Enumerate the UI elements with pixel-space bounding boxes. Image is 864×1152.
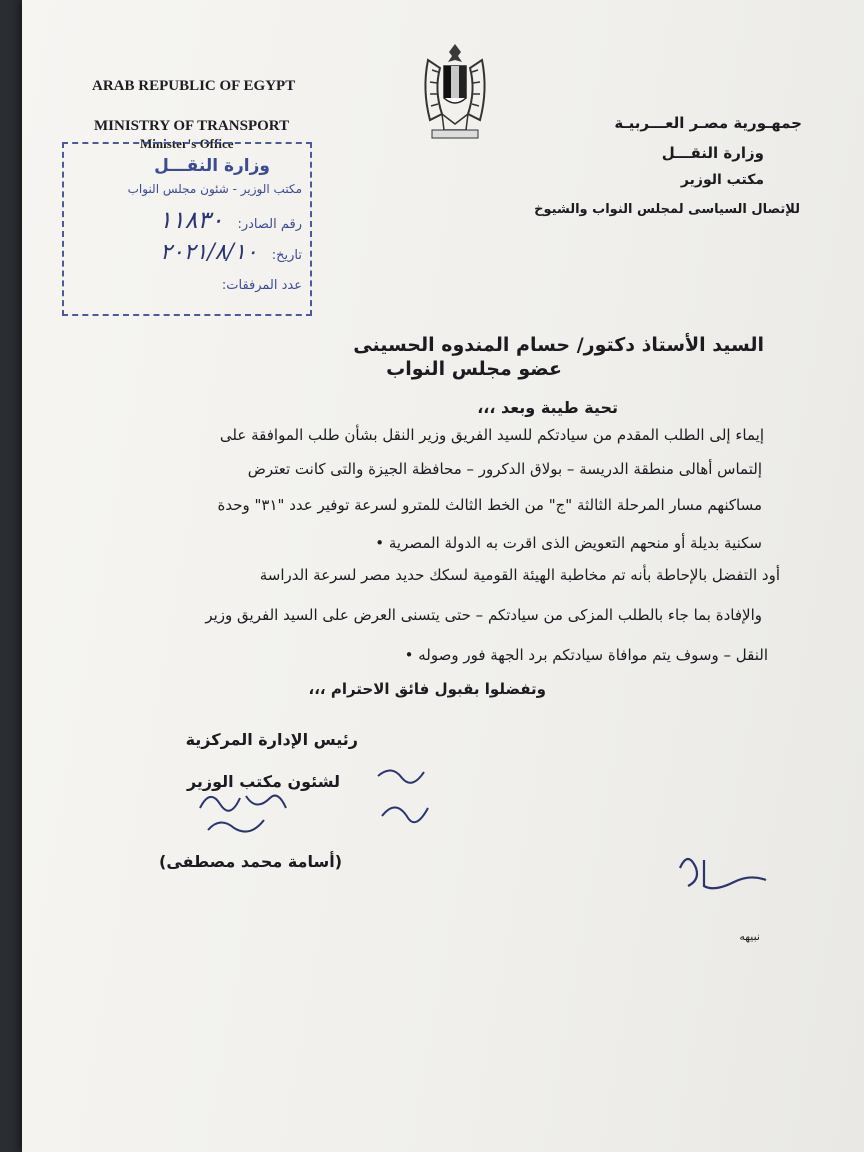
handwritten-note <box>368 760 438 840</box>
header-ar-office: مكتب الوزير <box>680 172 764 188</box>
stamp-issue-label: رقم الصادر: <box>237 217 302 232</box>
closing: وتفضلوا بقبول فائق الاحترام ،،، <box>308 680 546 698</box>
body-line-3: مساكنهم مسار المرحلة الثالثة "ج" من الخط الثالث للمترو لسرعة توفير عدد "٣١" وحدة <box>217 496 762 514</box>
stamp-subtitle: مكتب الوزير - شئون مجلس النواب <box>127 182 302 196</box>
stamp-title: وزارة النقـــل <box>154 156 270 176</box>
greeting: تحية طيبة وبعد ،،، <box>477 398 618 417</box>
header-en-country: ARAB REPUBLIC OF EGYPT <box>92 78 296 94</box>
signature-title-2: لشئون مكتب الوزير <box>186 772 340 791</box>
header-en-ministry: MINISTRY OF TRANSPORT <box>94 118 290 134</box>
addressee-title: عضو مجلس النواب <box>386 358 562 380</box>
body-line-7: النقل – وسوف يتم موافاة سيادتكم برد الجهة فور وصوله • <box>404 646 768 664</box>
footnote: نبيهه <box>739 930 760 943</box>
body-line-2: إلتماس أهالى منطقة الدريسة – بولاق الدكرور – محافظة الجيزة والتى كانت تعترض <box>247 460 762 478</box>
stamp-date <box>160 240 302 265</box>
signature-name: (أسامة محمد مصطفى) <box>159 852 342 871</box>
stamp-date-label: تاريخ: <box>271 248 302 263</box>
header-ar-country: جمهـورية مصـر العـــربيـة <box>614 114 802 132</box>
body-line-4: سكنية بديلة أو منحهم التعويض الذى اقرت به الدولة المصرية • <box>375 534 762 552</box>
body-line-5: أود التفضل بالإحاطة بأنه تم مخاطبة الهيئة القومية لسكك حديد مصر لسرعة الدراسة <box>259 566 780 584</box>
stamp-issue-number <box>159 206 302 234</box>
office-stamp <box>62 142 312 316</box>
header-ar-ministry: وزارة النقـــل <box>661 144 764 162</box>
header-en-office: Minister's Office <box>140 136 234 151</box>
stamp-attachments: عدد المرفقات: <box>221 278 302 293</box>
addressee-name: السيد الأستاذ دكتور/ حسام المندوه الحسينى <box>353 334 764 356</box>
signature-title-1: رئيس الإدارة المركزية <box>185 730 358 749</box>
header-ar-department: للإتصال السياسى لمجلس النواب والشيوخ <box>534 202 800 217</box>
document-page <box>22 0 864 1152</box>
body-line-1: إيماء إلى الطلب المقدم من سيادتكم للسيد الفريق وزير النقل بشأن طلب الموافقة على <box>219 426 764 444</box>
stamp-issue-value: ١١٨٣٠ <box>158 206 224 234</box>
handwritten-signature <box>674 846 774 902</box>
eagle-emblem-icon <box>418 40 492 142</box>
body-line-6: والإفادة بما جاء بالطلب المزكى من سيادتكم – حتى يتسنى العرض على السيد الفريق وزير <box>205 606 762 624</box>
handwritten-initials <box>190 768 310 844</box>
stamp-date-value: ٢٠٢١/٨/١٠ <box>160 240 258 265</box>
